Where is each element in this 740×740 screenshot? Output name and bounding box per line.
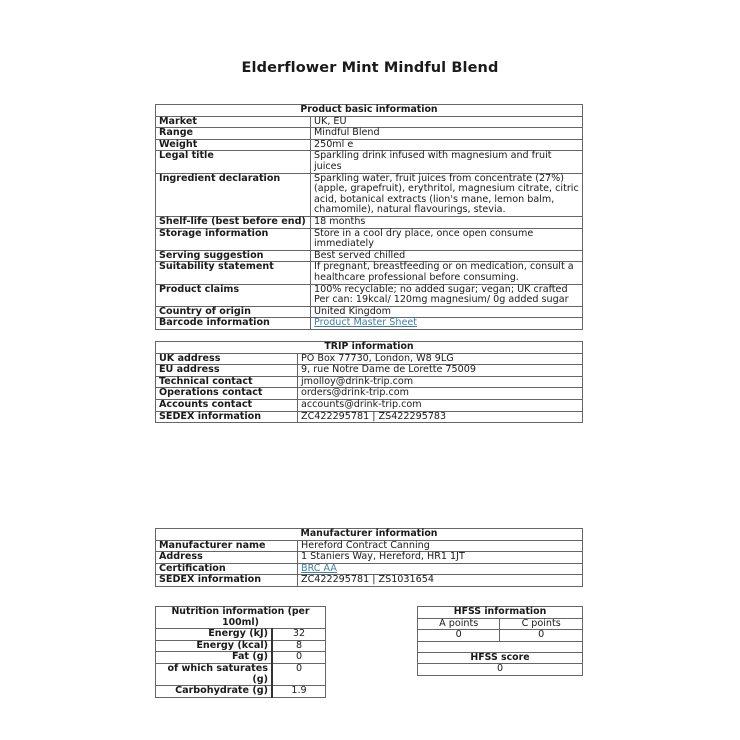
- row-label: SEDEX information: [156, 411, 298, 423]
- table-row: [156, 640, 326, 652]
- row-value: 8: [272, 640, 326, 652]
- row-value: Store in a cool dry place, once open consume immediately: [311, 228, 583, 250]
- row-value: orders@drink-trip.com: [298, 388, 583, 400]
- hfss-score-label: HFSS score: [418, 652, 583, 664]
- row-label: Range: [156, 128, 311, 140]
- row-value: Best served chilled: [311, 250, 583, 262]
- table-row: [156, 116, 583, 128]
- row-label: Operations contact: [156, 388, 298, 400]
- table-header: Manufacturer information: [156, 529, 583, 541]
- row-value: 250ml e: [311, 139, 583, 151]
- product-master-sheet-link[interactable]: Product Master Sheet: [314, 317, 418, 329]
- row-value: ZC422295781 | ZS1031654: [298, 575, 583, 587]
- table-row: [156, 139, 583, 151]
- row-label: Barcode information: [156, 318, 311, 330]
- table-header: Product basic information: [156, 105, 583, 117]
- c-points-value: 0: [500, 630, 583, 642]
- row-label: Technical contact: [156, 376, 298, 388]
- table-row: [156, 399, 583, 411]
- table-row: [156, 540, 583, 552]
- row-value: 0: [272, 652, 326, 664]
- claims-line-1: 100% recyclable; no added sugar; vegan; UK crafted: [314, 283, 568, 295]
- row-value: PO Box 77730, London, W8 9LG: [298, 353, 583, 365]
- row-value: Sparkling drink infused with magnesium and fruit juices: [311, 151, 583, 173]
- row-value: United Kingdom: [311, 306, 583, 318]
- spacer-row: [418, 641, 583, 652]
- table-row: [156, 216, 583, 228]
- claims-line-2: Per can: 19kcal/ 120mg magnesium/ 0g added sugar: [314, 294, 569, 306]
- row-label: Ingredient declaration: [156, 173, 311, 216]
- table-row: [156, 173, 583, 216]
- row-value: Hereford Contract Canning: [298, 540, 583, 552]
- table-header: HFSS information: [418, 607, 583, 619]
- row-value: UK, EU: [311, 116, 583, 128]
- row-label: Weight: [156, 139, 311, 151]
- row-value: jmolloy@drink-trip.com: [298, 376, 583, 388]
- row-label: Fat (g): [156, 652, 273, 664]
- table-header: TRIP information: [156, 342, 583, 354]
- row-value: Sparkling water, fruit juices from concentrate (27%) (apple, grapefruit), erythritol, magnesium citrate, citric acid, botanical extracts (lion's mane, lemon balm, chamomile), natural flavourings, stevia.: [311, 173, 583, 216]
- table-row: [156, 686, 326, 698]
- row-label: Suitability statement: [156, 262, 311, 284]
- row-label: Market: [156, 116, 311, 128]
- row-value: 1 Staniers Way, Hereford, HR1 1JT: [298, 552, 583, 564]
- row-label: Manufacturer name: [156, 540, 298, 552]
- table-row: [156, 411, 583, 423]
- row-label: EU address: [156, 365, 298, 377]
- row-value: [311, 284, 583, 306]
- row-value: ZC422295781 | ZS422295783: [298, 411, 583, 423]
- row-value: 9, rue Notre Dame de Lorette 75009: [298, 365, 583, 377]
- a-points-label: A points: [418, 618, 500, 630]
- row-value: Mindful Blend: [311, 128, 583, 140]
- document-title: Elderflower Mint Mindful Blend: [241, 60, 499, 76]
- table-row: [156, 388, 583, 400]
- row-label: SEDEX information: [156, 575, 298, 587]
- row-label: Serving suggestion: [156, 250, 311, 262]
- table-row: [156, 552, 583, 564]
- product-basic-info-table: [155, 104, 583, 330]
- row-label: Accounts contact: [156, 399, 298, 411]
- table-row: [156, 250, 583, 262]
- table-row: [156, 652, 326, 664]
- row-label: Carbohydrate (g): [156, 686, 273, 698]
- table-row: [156, 228, 583, 250]
- row-label: Address: [156, 552, 298, 564]
- row-label: Legal title: [156, 151, 311, 173]
- row-value: 18 months: [311, 216, 583, 228]
- row-value: 32: [272, 629, 326, 641]
- a-points-value: 0: [418, 630, 500, 642]
- table-row: [156, 629, 326, 641]
- brc-certification-link[interactable]: BRC AA: [301, 562, 337, 574]
- row-label: Energy (kcal): [156, 640, 273, 652]
- table-row: [156, 563, 583, 575]
- table-row: [156, 318, 583, 330]
- table-row: [156, 353, 583, 365]
- row-label: of which saturates (g): [156, 663, 273, 685]
- table-row: [156, 151, 583, 173]
- table-row: [156, 376, 583, 388]
- hfss-info-table: [417, 606, 583, 676]
- table-row: [418, 652, 583, 664]
- row-value: 1.9: [272, 686, 326, 698]
- table-row: [156, 365, 583, 377]
- table-header: Nutrition information (per 100ml): [156, 607, 326, 629]
- row-label: Storage information: [156, 228, 311, 250]
- row-value: If pregnant, breastfeeding or on medication, consult a healthcare professional before consuming.: [311, 262, 583, 284]
- table-row: [418, 664, 583, 676]
- nutrition-info-table: [155, 606, 326, 698]
- table-row: [156, 284, 583, 306]
- c-points-label: C points: [500, 618, 583, 630]
- table-row: [156, 262, 583, 284]
- row-label: Shelf-life (best before end): [156, 216, 311, 228]
- hfss-score-value: 0: [418, 664, 583, 676]
- table-row: [156, 663, 326, 685]
- table-row: [156, 575, 583, 587]
- table-row: [156, 128, 583, 140]
- trip-info-table: [155, 341, 583, 423]
- row-label: Country of origin: [156, 306, 311, 318]
- manufacturer-info-table: [155, 528, 583, 587]
- row-label: Energy (kJ): [156, 629, 273, 641]
- row-value: 0: [272, 663, 326, 685]
- table-row: [418, 630, 583, 642]
- row-value: accounts@drink-trip.com: [298, 399, 583, 411]
- table-row: [418, 618, 583, 630]
- row-label: Certification: [156, 563, 298, 575]
- row-label: UK address: [156, 353, 298, 365]
- row-label: Product claims: [156, 284, 311, 306]
- table-row: [156, 306, 583, 318]
